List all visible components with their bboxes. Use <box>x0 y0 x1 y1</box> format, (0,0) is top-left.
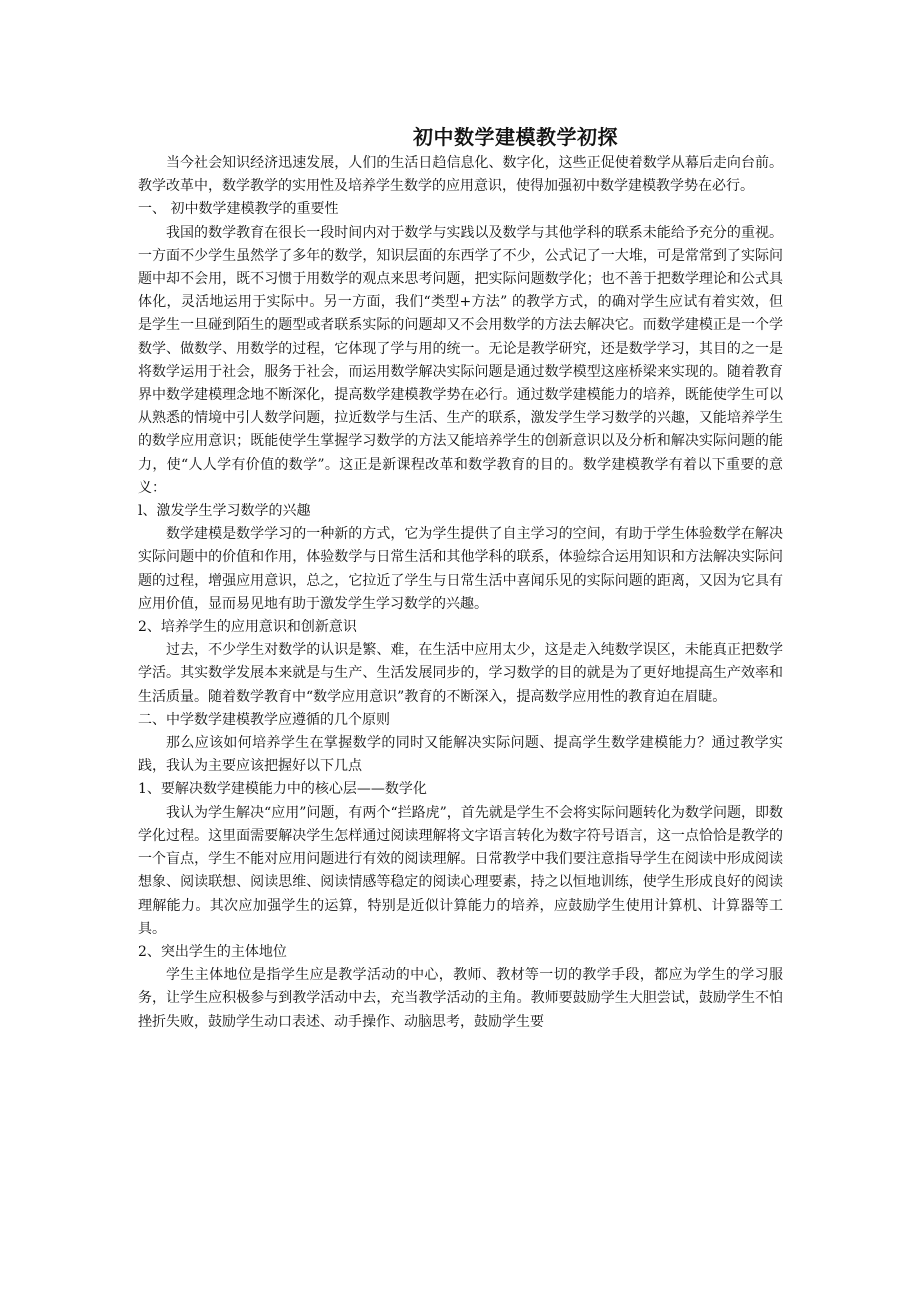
subheading-interest: l、激发学生学习数学的兴趣 <box>138 503 311 520</box>
paragraph-mathematization: 我认为学生解决“应用”问题，有两个“拦路虎”，首先就是学生不会将实际问题转化为数学问题，即数学化过程。这里面需要解决学生怎样通过阅读理解将文字语言转化为数字符号语言，这一点恰恰是教学的一个盲点，学生不能对应用问题进行有效的阅读理解。日常教学中我们要注意指导学生在阅读中形成阅读想象、阅读联想、阅读思维、阅读情感等稳定的阅读心理要素，持之以恒地训练，使学生形成良好的阅读理解能力。其次应加强学生的运算，特别是近似计算能力的培养，应鼓励学生使用计算机、计算器等工具。 <box>138 804 783 937</box>
paragraph-interest: 数学建模是数学学习的一种新的方式，它为学生提供了自主学习的空间，有助于学生体验数学在解决实际问题中的价值和作用，体验数学与日常生活和其他学科的联系，体验综合运用知识和方法解决实际问题的过程，增强应用意识，总之，它拉近了学生与日常生活中喜闻乐见的实际问题的距离，又因为它具有应用价值，显而易见地有助于激发学生学习数学的兴趣。 <box>138 526 783 612</box>
section-heading-principles: 二、中学数学建模教学应遵循的几个原则 <box>138 711 390 728</box>
paragraph-principles: 那么应该如何培养学生在掌握数学的同时又能解决实际问题、提高学生数学建模能力？通过教学实践，我认为主要应该把握好以下几点 <box>138 735 783 775</box>
subheading-student-subject: 2、突出学生的主体地位 <box>138 943 287 960</box>
paragraph-student-subject: 学生主体地位是指学生应是教学活动的中心，教师、教材等一切的教学手段，都应为学生的学习服务，让学生应积极参与到教学活动中去，充当教学活动的主角。教师要鼓励学生大胆尝试，鼓励学生不怕挫折失败，鼓励学生动口表述、动手操作、动脑思考，鼓励学生要 <box>138 967 783 1030</box>
document-title: 初中数学建模教学初探 <box>413 125 618 149</box>
paragraph-intro: 当今社会知识经济迅速发展，人们的生活日趋信息化、数字化，这些正促使着数学从幕后走向台前。教学改革中，数学教学的实用性及培养学生数学的应用意识，使得加强初中数学建模教学势在必行。 <box>138 155 783 195</box>
document-page <box>138 0 783 1034</box>
subheading-application-awareness: 2、培养学生的应用意识和创新意识 <box>138 619 357 636</box>
section-heading-importance: 一、 初中数学建模教学的重要性 <box>138 201 339 218</box>
paragraph-importance: 我国的数学教育在很长一段时间内对于数学与实践以及数学与其他学科的联系未能给予充分的重视。一方面不少学生虽然学了多年的数学，知识层面的东西学了不少，公式记了一大堆，可是常常到了实际问题中却不会用，既不习惯于用数学的观点来思考问题，把实际问题数学化；也不善于把数学理论和公式具体化，灵活地运用于实际中。另一方面，我们“类型+方法” 的教学方式，的确对学生应试有着实效，但是学生一旦碰到陌生的题型或者联系实际的问题却又不会用数学的方法去解决它。而数学建模正是一个学数学、做数学、用数学的过程，它体现了学与用的统一。无论是教学研究，还是数学学习，其目的之一是将数学运用于社会，服务于社会，而运用数学解决实际问题是通过数学模型这座桥梁来实现的。随着教育界中数学建模理念地不断深化，提高数学建模教学势在必行。通过数学建模能力的培养，既能使学生可以从熟悉的情境中引人数学问题，拉近数学与生活、生产的联系，激发学生学习数学的兴趣，又能培养学生的数学应用意识；既能使学生掌握学习数学的方法又能培养学生的创新意识以及分析和解决实际问题的能力，使“人人学有价值的数学”。这正是新课程改革和数学教育的目的。数学建模教学有着以下重要的意义： <box>138 224 783 496</box>
paragraph-application-awareness: 过去，不少学生对数学的认识是繁、难，在生活中应用太少，这是走入纯数学误区，未能真正把数学学活。其实数学发展本来就是与生产、生活发展同步的，学习数学的目的就是为了更好地提高生产效率和生活质量。随着数学教育中“数学应用意识”教育的不断深入，提高数学应用性的教育迫在眉睫。 <box>138 642 783 705</box>
subheading-mathematization: 1、要解决数学建模能力中的核心层——数学化 <box>138 781 427 798</box>
